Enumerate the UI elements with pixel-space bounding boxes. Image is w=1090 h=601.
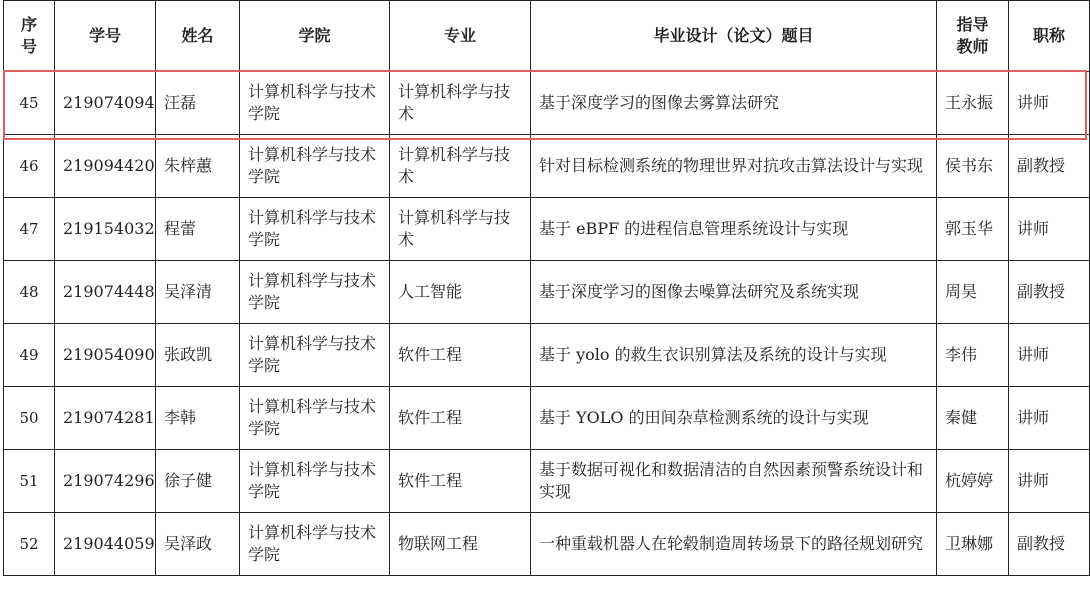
cell-name: 程蕾	[156, 198, 240, 261]
cell-college: 计算机科学与技术学院	[240, 387, 390, 450]
cell-rank: 副教授	[1009, 261, 1090, 324]
cell-name: 吴泽政	[156, 513, 240, 576]
table-row	[4, 450, 1090, 513]
table-row	[4, 261, 1090, 324]
cell-seq: 50	[4, 387, 55, 450]
cell-college: 计算机科学与技术学院	[240, 72, 390, 135]
cell-rank: 讲师	[1009, 198, 1090, 261]
cell-title: 基于深度学习的图像去雾算法研究	[531, 72, 937, 135]
cell-major: 软件工程	[390, 324, 531, 387]
cell-major: 软件工程	[390, 450, 531, 513]
cell-advisor: 李伟	[937, 324, 1009, 387]
cell-advisor: 卫琳娜	[937, 513, 1009, 576]
header-seq: 序号	[4, 1, 55, 72]
table-row	[4, 72, 1090, 135]
cell-college: 计算机科学与技术学院	[240, 324, 390, 387]
cell-advisor: 秦健	[937, 387, 1009, 450]
cell-rank: 讲师	[1009, 387, 1090, 450]
cell-college: 计算机科学与技术学院	[240, 198, 390, 261]
cell-name: 张政凯	[156, 324, 240, 387]
cell-seq: 46	[4, 135, 55, 198]
cell-title: 一种重载机器人在轮毂制造周转场景下的路径规划研究	[531, 513, 937, 576]
cell-rank: 副教授	[1009, 135, 1090, 198]
cell-student-id: 219044059	[55, 513, 156, 576]
header-name: 姓名	[156, 1, 240, 72]
graduation-project-table	[3, 0, 1090, 576]
cell-seq: 52	[4, 513, 55, 576]
table-row	[4, 387, 1090, 450]
graduation-project-table-container	[3, 0, 1089, 576]
cell-major: 计算机科学与技术	[390, 198, 531, 261]
cell-major: 软件工程	[390, 387, 531, 450]
cell-advisor: 周昊	[937, 261, 1009, 324]
cell-title: 基于 yolo 的救生衣识别算法及系统的设计与实现	[531, 324, 937, 387]
table-row	[4, 198, 1090, 261]
cell-college: 计算机科学与技术学院	[240, 513, 390, 576]
cell-major: 人工智能	[390, 261, 531, 324]
cell-advisor: 杭婷婷	[937, 450, 1009, 513]
cell-rank: 讲师	[1009, 72, 1090, 135]
cell-college: 计算机科学与技术学院	[240, 135, 390, 198]
cell-student-id: 219074296	[55, 450, 156, 513]
cell-major: 计算机科学与技术	[390, 135, 531, 198]
cell-name: 朱梓蕙	[156, 135, 240, 198]
cell-name: 汪磊	[156, 72, 240, 135]
cell-major: 物联网工程	[390, 513, 531, 576]
header-rank: 职称	[1009, 1, 1090, 72]
cell-title: 针对目标检测系统的物理世界对抗攻击算法设计与实现	[531, 135, 937, 198]
cell-student-id: 219054090	[55, 324, 156, 387]
cell-seq: 47	[4, 198, 55, 261]
table-row	[4, 324, 1090, 387]
cell-rank: 讲师	[1009, 324, 1090, 387]
header-advisor: 指导教师	[937, 1, 1009, 72]
cell-student-id: 219154032	[55, 198, 156, 261]
cell-college: 计算机科学与技术学院	[240, 261, 390, 324]
cell-advisor: 侯书东	[937, 135, 1009, 198]
cell-college: 计算机科学与技术学院	[240, 450, 390, 513]
cell-rank: 副教授	[1009, 513, 1090, 576]
cell-student-id: 219074448	[55, 261, 156, 324]
table-row	[4, 513, 1090, 576]
cell-name: 徐子健	[156, 450, 240, 513]
cell-seq: 51	[4, 450, 55, 513]
header-college: 学院	[240, 1, 390, 72]
cell-name: 李韩	[156, 387, 240, 450]
cell-seq: 48	[4, 261, 55, 324]
cell-student-id: 219094420	[55, 135, 156, 198]
cell-seq: 49	[4, 324, 55, 387]
cell-major: 计算机科学与技术	[390, 72, 531, 135]
cell-advisor: 郭玉华	[937, 198, 1009, 261]
cell-advisor: 王永振	[937, 72, 1009, 135]
header-student-id: 学号	[55, 1, 156, 72]
cell-title: 基于数据可视化和数据清洁的自然因素预警系统设计和实现	[531, 450, 937, 513]
cell-student-id: 219074094	[55, 72, 156, 135]
table-row	[4, 135, 1090, 198]
cell-name: 吴泽清	[156, 261, 240, 324]
cell-title: 基于 YOLO 的田间杂草检测系统的设计与实现	[531, 387, 937, 450]
cell-title: 基于深度学习的图像去噪算法研究及系统实现	[531, 261, 937, 324]
header-title: 毕业设计（论文）题目	[531, 1, 937, 72]
cell-seq: 45	[4, 72, 55, 135]
table-header-row	[4, 1, 1090, 72]
header-major: 专业	[390, 1, 531, 72]
cell-title: 基于 eBPF 的进程信息管理系统设计与实现	[531, 198, 937, 261]
cell-rank: 讲师	[1009, 450, 1090, 513]
cell-student-id: 219074281	[55, 387, 156, 450]
